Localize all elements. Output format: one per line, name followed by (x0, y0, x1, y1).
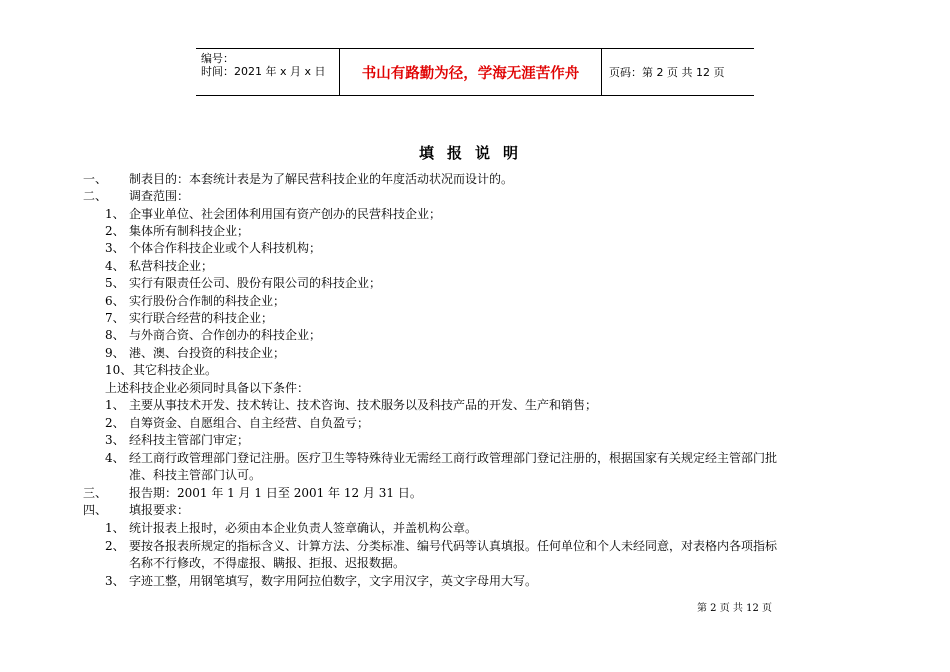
document-number-label: 编号： (201, 52, 234, 65)
item-text: 经科技主管部门审定； (129, 433, 250, 447)
item-number: 5、 (105, 276, 125, 290)
header-page-number: 页码：第 2 页 共 12 页 (609, 66, 725, 79)
item-text: 与外商合资、合作创办的科技企业； (129, 328, 322, 342)
item-text: 经工商行政管理部门登记注册。医疗卫生等特殊待业无需经工商行政管理部门登记注册的，根据国家有关规定经主管部门批 (129, 451, 778, 465)
item-number: 6、 (105, 294, 125, 308)
item-text: 报告期：2001 年 1 月 1 日至 2001 年 12 月 31 日。 (129, 486, 422, 500)
item-number: 2、 (105, 224, 125, 238)
conditions-intro: 上述科技企业必须同时具备以下条件： (105, 381, 310, 395)
item-number: 4、 (105, 259, 125, 273)
item-text-continued: 准、科技主管部门认可。 (129, 468, 262, 482)
item-text: 实行联合经营的科技企业； (129, 311, 274, 325)
item-number: 一、 (83, 172, 108, 186)
item-number: 1、 (105, 207, 125, 221)
item-text: 调查范围： (129, 189, 190, 203)
item-text: 字迹工整，用钢笔填写，数字用阿拉伯数字，文字用汉字，英文字母用大写。 (129, 574, 538, 588)
item-text: 集体所有制科技企业； (129, 224, 250, 238)
item-text: 填报要求： (129, 503, 190, 517)
header-table (196, 48, 754, 96)
item-text: 港、澳、台投资的科技企业； (129, 346, 286, 360)
header-left-cell (196, 49, 340, 95)
item-text: 企事业单位、社会团体利用国有资产创办的民营科技企业； (129, 207, 442, 221)
item-number: 二、 (83, 189, 108, 203)
item-text: 制表目的：本套统计表是为了解民营科技企业的年度活动状况而设计的。 (129, 172, 514, 186)
header-motto: 书山有路勤为径，学海无涯苦作舟 (340, 49, 602, 95)
item-text: 自筹资金、自愿组合、自主经营、自负盈亏； (129, 416, 370, 430)
item-number: 1、 (105, 521, 125, 535)
item-number: 2、 (105, 539, 125, 553)
item-number: 7、 (105, 311, 125, 325)
item-text: 要按各报表所规定的指标含义、计算方法、分类标准、编号代码等认真填报。任何单位和个人未经同意，对表格内各项指标 (129, 539, 778, 553)
item-number: 10、 (105, 363, 133, 377)
item-text: 其它科技企业。 (133, 363, 218, 377)
item-number: 1、 (105, 398, 125, 412)
item-text: 实行有限责任公司、股份有限公司的科技企业； (129, 276, 382, 290)
item-number: 3、 (105, 241, 125, 255)
item-number: 9、 (105, 346, 125, 360)
page-title: 填报说明 (418, 144, 531, 162)
item-text: 个体合作科技企业或个人科技机构； (129, 241, 322, 255)
item-number: 3、 (105, 433, 125, 447)
item-number: 4、 (105, 451, 125, 465)
item-text: 私营科技企业； (129, 259, 214, 273)
item-text: 实行股份合作制的科技企业； (129, 294, 286, 308)
document-date-label: 时间：2021 年 x 月 x 日 (201, 65, 326, 78)
item-text: 统计报表上报时，必须由本企业负责人签章确认，并盖机构公章。 (129, 521, 478, 535)
item-number: 四、 (83, 503, 108, 517)
item-text-continued: 名称不行修改，不得虚报、瞒报、拒报、迟报数据。 (129, 556, 406, 570)
item-number: 2、 (105, 416, 125, 430)
item-number: 3、 (105, 574, 125, 588)
footer-page-number: 第 2 页 共 12 页 (697, 603, 772, 614)
item-number: 三、 (83, 486, 108, 500)
item-text: 主要从事技术开发、技术转让、技术咨询、技术服务以及科技产品的开发、生产和销售； (129, 398, 598, 412)
item-number: 8、 (105, 328, 125, 342)
